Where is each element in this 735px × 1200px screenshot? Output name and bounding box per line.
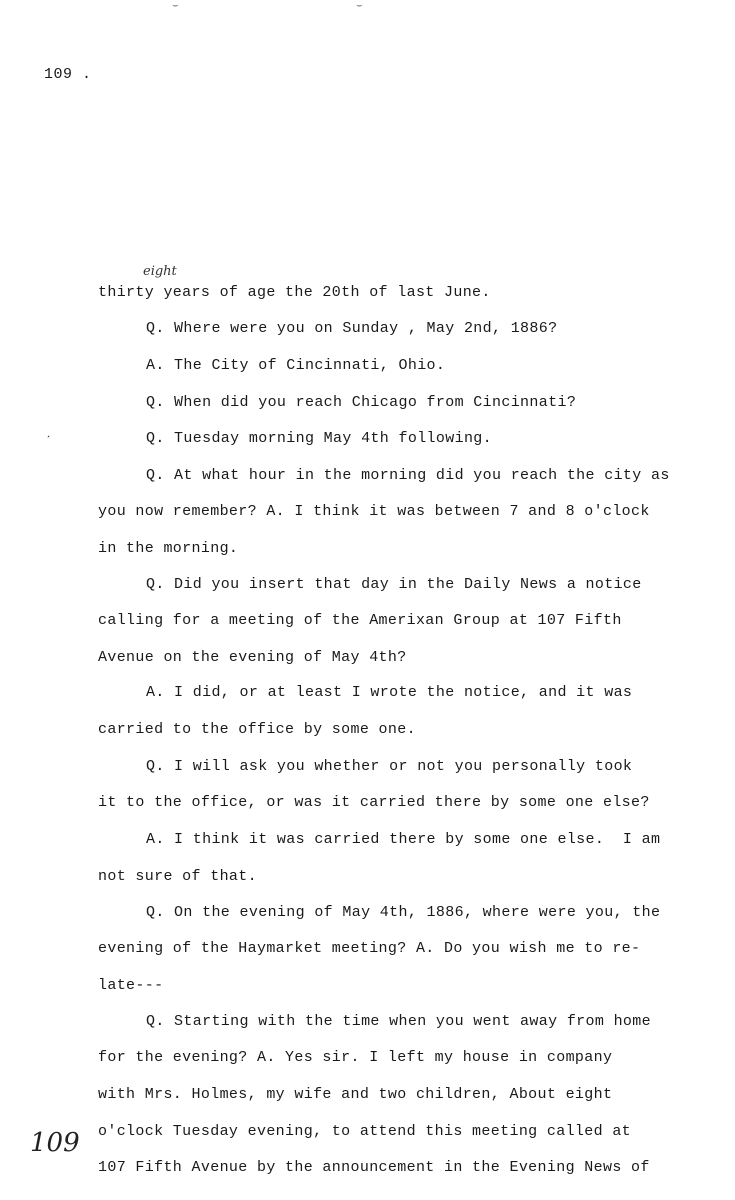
text-line: Q. When did you reach Chicago from Cincinnati?: [146, 394, 577, 411]
text-line: you now remember? A. I think it was between 7 and 8 o'clock: [98, 503, 650, 520]
text-line: evening of the Haymarket meeting? A. Do you wish me to re-: [98, 940, 641, 957]
text-line: Q. I will ask you whether or not you personally took: [146, 758, 633, 775]
text-line: 107 Fifth Avenue by the announcement in the Evening News of: [98, 1159, 650, 1176]
text-line: Q. Did you insert that day in the Daily News a notice: [146, 576, 642, 593]
text-line: A. I did, or at least I wrote the notice, and it was: [146, 684, 633, 701]
text-line: Q. Where were you on Sunday , May 2nd, 1886?: [146, 320, 558, 337]
text-line: not sure of that.: [98, 868, 257, 885]
text-line: for the evening? A. Yes sir. I left my house in company: [98, 1049, 613, 1066]
handwritten-insertion: eight: [143, 264, 177, 279]
text-line: Q. At what hour in the morning did you reach the city as: [146, 467, 670, 484]
text-line: A. The City of Cincinnati, Ohio.: [146, 357, 446, 374]
handwritten-page-number: 109: [30, 1128, 80, 1158]
stray-mark: ˏ: [45, 425, 53, 439]
text-line: Q. On the evening of May 4th, 1886, where were you, the: [146, 904, 661, 921]
text-line: A. I think it was carried there by some one else. I am: [146, 831, 661, 848]
text-line: in the morning.: [98, 540, 239, 557]
text-line: o'clock Tuesday evening, to attend this meeting called at: [98, 1123, 632, 1140]
text-line: it to the office, or was it carried there by some one else?: [98, 794, 650, 811]
text-line: thirty years of age the 20th of last June.: [98, 284, 491, 301]
scan-artifact: ⌣: [172, 1, 179, 12]
scan-artifact: ⌣: [356, 1, 363, 12]
text-line: late---: [98, 977, 164, 994]
text-line: with Mrs. Holmes, my wife and two children, About eight: [98, 1086, 613, 1103]
text-line: Q. Tuesday morning May 4th following.: [146, 430, 493, 447]
text-line: Q. Starting with the time when you went away from home: [146, 1013, 651, 1030]
text-line: Avenue on the evening of May 4th?: [98, 649, 407, 666]
text-line: calling for a meeting of the Amerixan Group at 107 Fifth: [98, 612, 622, 629]
page-number: 109 .: [44, 66, 92, 83]
text-line: carried to the office by some one.: [98, 721, 416, 738]
